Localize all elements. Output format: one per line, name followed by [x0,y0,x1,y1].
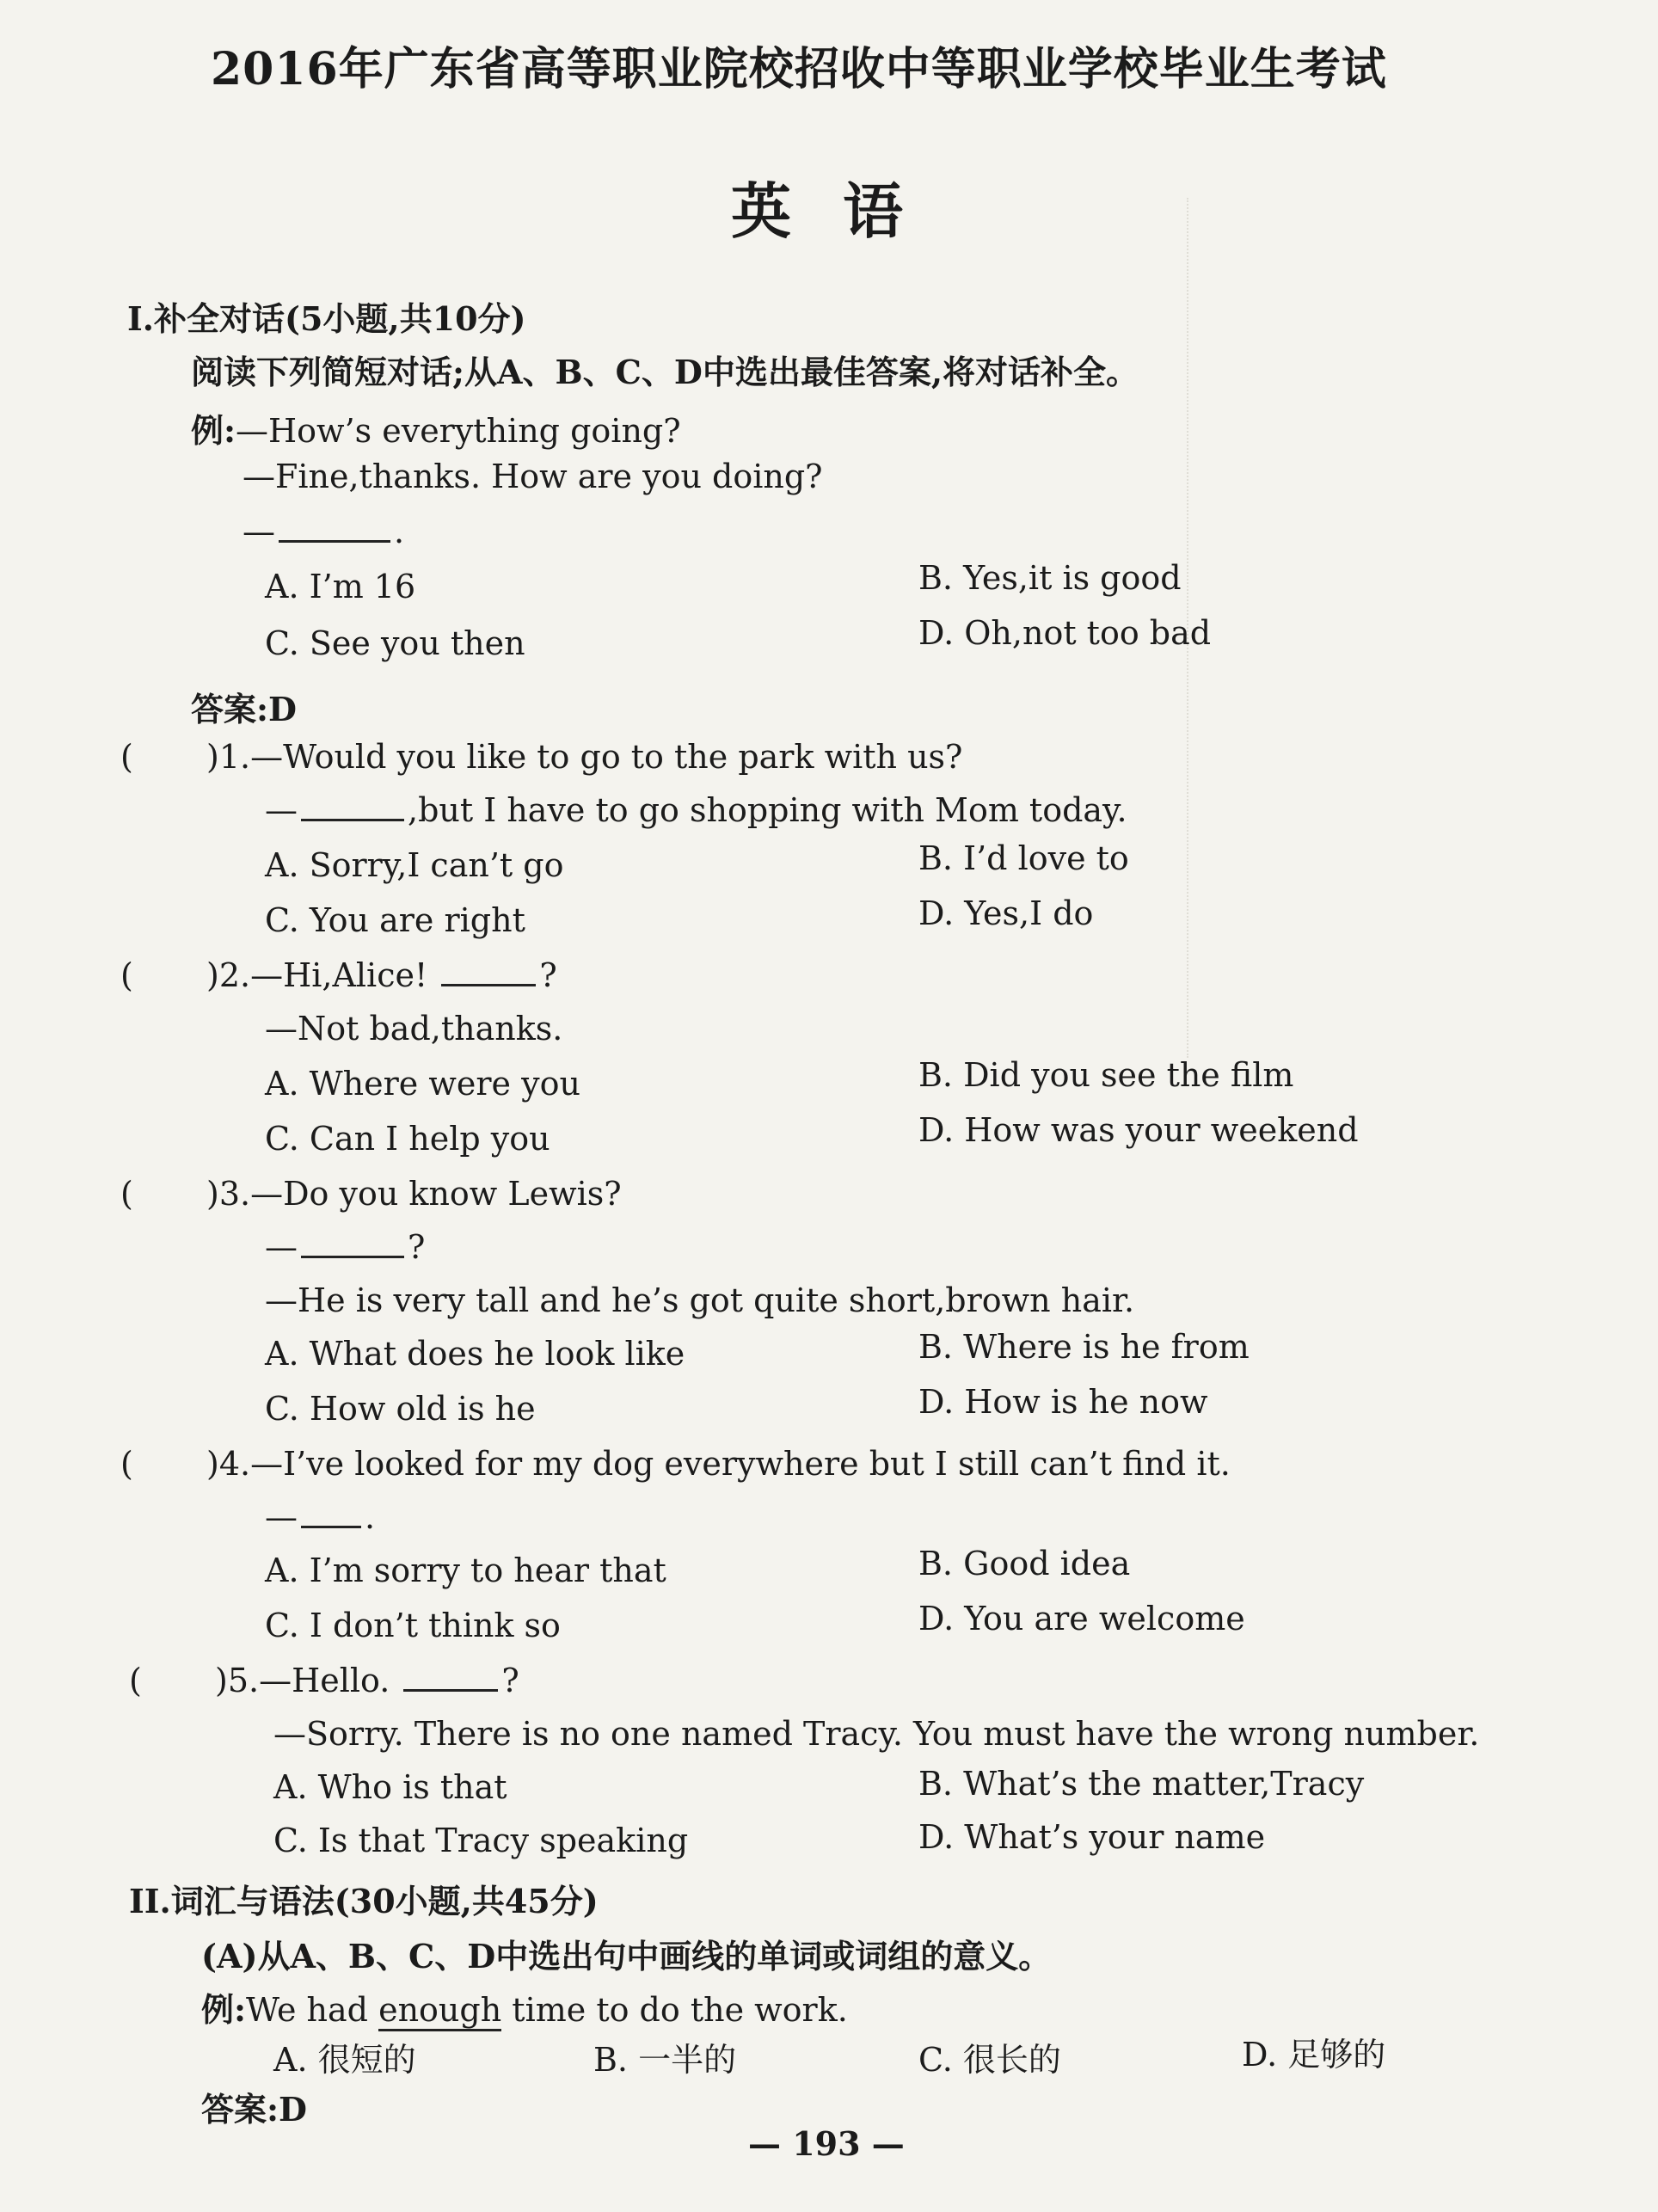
q2-option-c[interactable]: C. Can I help you [265,1120,550,1158]
dash: — [265,1228,298,1266]
example-line3 [243,513,404,550]
q5-option-b[interactable]: B. What’s the matter,Tracy [918,1765,1365,1803]
example-option-c: C. See you then [265,624,525,662]
example-option-a: A. I’m 16 [265,568,416,605]
dash: — [265,1498,298,1536]
q4-line2 [265,1498,375,1536]
period: . [365,1498,376,1536]
example-question: —How’s everything going? [236,412,681,450]
answer-blank [403,1663,498,1692]
q2-line2: —Not bad,thanks. [265,1010,563,1048]
q2-number: )2. [206,956,251,994]
answer-blank [279,514,390,543]
q2-answer-paren[interactable]: ( [120,956,133,994]
q2-option-a[interactable]: A. Where were you [265,1065,580,1103]
q3-number: )3. [206,1175,251,1213]
page-number: — 193 — [748,2124,905,2163]
q1-option-a[interactable]: A. Sorry,I can’t go [265,846,564,884]
q5-stem [215,1662,519,1699]
q5-option-d[interactable]: D. What’s your name [918,1818,1266,1856]
sentence-end: time to do the work. [501,1991,848,2029]
period: . [394,513,405,550]
example-label: 例: [201,1990,247,2029]
q4-answer-paren[interactable]: ( [120,1445,133,1483]
q4-option-b[interactable]: B. Good idea [918,1545,1131,1582]
question-mark: ? [408,1228,426,1266]
q3-answer-paren[interactable]: ( [120,1175,133,1213]
q5-line2: —Sorry. There is no one named Tracy. You must have the wrong number. [273,1715,1480,1753]
underlined-word: enough [378,1991,501,2031]
q4-line1: —I’ve looked for my dog everywhere but I still can’t find it. [250,1445,1231,1483]
section2-example-option-d: D. 足够的 [1242,2036,1386,2074]
dash: — [243,513,275,550]
question-mark: ? [539,956,557,994]
section2-example-sentence [201,1983,848,2031]
q4-option-c[interactable]: C. I don’t think so [265,1607,561,1644]
sentence-start: We had [246,1991,379,2029]
q5-line1: —Hello. [259,1662,390,1699]
answer-blank [301,1230,404,1258]
q4-option-d[interactable]: D. You are welcome [918,1600,1245,1637]
section2-example-option-c: C. 很长的 [918,2041,1061,2079]
q1-option-b[interactable]: B. I’d love to [918,839,1129,877]
section2-example-answer: 答案:D [201,2090,307,2129]
example-line2: —Fine,thanks. How are you doing? [243,458,823,495]
q3-line1: —Do you know Lewis? [250,1175,622,1213]
example-line1 [191,404,681,452]
answer-blank [301,793,404,821]
dash: — [265,791,298,829]
q2-line1: —Hi,Alice! [250,956,428,994]
section1-title: I.补全对话(5小题,共10分) [127,299,526,338]
answer-blank [301,1500,361,1528]
q3-line2 [265,1228,425,1266]
example-option-b: B. Yes,it is good [918,559,1182,597]
example-label: 例: [191,411,236,450]
q5-option-a[interactable]: A. Who is that [273,1768,507,1806]
answer-blank [441,958,536,986]
q4-number: )4. [206,1445,251,1483]
q2-option-b[interactable]: B. Did you see the film [918,1056,1294,1094]
subject-title: 英语 [731,175,955,247]
q4-option-a[interactable]: A. I’m sorry to hear that [265,1551,666,1589]
q2-option-d[interactable]: D. How was your weekend [918,1111,1359,1149]
q5-answer-paren[interactable]: ( [129,1662,142,1699]
q1-line1: —Would you like to go to the park with us? [250,738,963,776]
q1-line2 [265,791,1127,829]
q3-option-b[interactable]: B. Where is he from [918,1328,1250,1366]
q1-answer-paren[interactable]: ( [120,738,133,776]
q3-option-d[interactable]: D. How is he now [918,1383,1208,1421]
q1-stem [206,738,962,776]
q3-option-c[interactable]: C. How old is he [265,1390,536,1428]
q1-number: )1. [206,738,251,776]
q4-stem [206,1445,1231,1483]
bleed-through-decoration [1187,198,1550,1058]
q5-option-c[interactable]: C. Is that Tracy speaking [273,1822,689,1859]
section1-instruction: 阅读下列简短对话;从A、B、C、D中选出最佳答案,将对话补全。 [191,353,1139,391]
q2-stem [206,956,557,994]
q1-option-d[interactable]: D. Yes,I do [918,894,1094,932]
exam-title: 2016年广东省高等职业院校招收中等职业学校毕业生考试 [211,43,1387,95]
section2-title: II.词汇与语法(30小题,共45分) [129,1882,599,1920]
q3-line3: —He is very tall and he’s got quite short,brown hair. [265,1281,1135,1319]
q3-option-a[interactable]: A. What does he look like [265,1335,685,1373]
example-answer: 答案:D [191,690,297,728]
section2-example-option-a: A. 很短的 [273,2041,416,2079]
q1-line2-text: ,but I have to go shopping with Mom today. [408,791,1127,829]
question-mark: ? [501,1662,519,1699]
q3-stem [206,1175,622,1213]
q5-number: )5. [215,1662,260,1699]
section2-example-option-b: B. 一半的 [593,2041,737,2079]
q1-option-c[interactable]: C. You are right [265,901,525,939]
example-option-d: D. Oh,not too bad [918,614,1212,652]
section2-part-a-instruction: (A)从A、B、C、D中选出句中画线的单词或词组的意义。 [201,1937,1052,1975]
